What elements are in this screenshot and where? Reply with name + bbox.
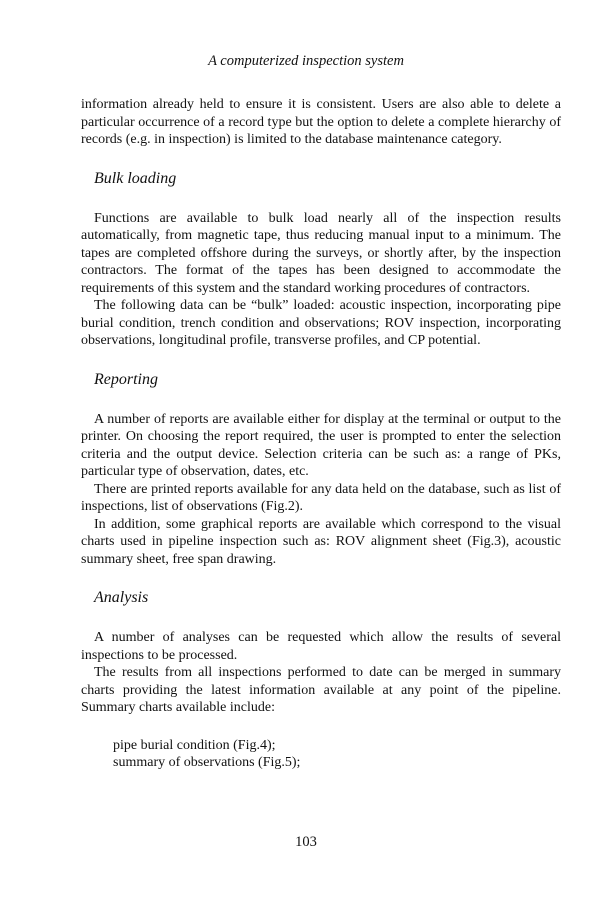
bulk-loading-paragraph: Functions are available to bulk load nearly all of the inspection results automatically, from magnetic tape, thus reducing manual input to a minimum. The tapes are completed offshore during the surveys, or shortly after, by the inspection contractors. The format of the tapes has been designed to accommodate the requirements of this system and the standard working procedures of contractors.: [81, 210, 561, 296]
analysis-paragraph: A number of analyses can be requested which allow the results of several inspections to be processed.: [81, 630, 561, 663]
section-heading-analysis: Analysis: [94, 589, 149, 606]
section-heading-reporting: Reporting: [94, 370, 158, 388]
body-text: [81, 96, 561, 772]
list-item: summary of observations (Fig.5);: [113, 755, 301, 770]
analysis-paragraph: The results from all inspections performed to date can be merged in summary charts providing the latest information available at any point of the pipeline. Summary charts available include:: [81, 665, 561, 715]
reporting-paragraph: In addition, some graphical reports are available which correspond to the visual charts used in pipeline inspection such as: ROV alignment sheet (Fig.3), acoustic summary sheet, free span drawing.: [81, 516, 561, 567]
section-heading-bulk-loading: Bulk loading: [94, 169, 177, 187]
summary-charts-list: [81, 737, 561, 772]
intro-paragraph: information already held to ensure it is consistent. Users are also able to delete a particular occurrence of a record type but the option to delete a complete hierarchy of records (e.g. in inspection) is limited to the database maintenance category.: [81, 97, 561, 147]
bulk-loading-paragraph: The following data can be “bulk” loaded: acoustic inspection, incorporating pipe burial condition, trench condition and observations; ROV inspection, incorporating observations, longitudinal profile, transverse profiles, and CP potential.: [81, 298, 561, 348]
running-head: A computerized inspection system: [208, 53, 404, 69]
reporting-paragraph: A number of reports are available either for display at the terminal or output to the printer. On choosing the report required, the user is prompted to enter the selection criteria and the output device. Selection criteria can be such as: a range of PKs, particular type of observation, dates, etc.: [81, 411, 561, 479]
list-item: pipe burial condition (Fig.4);: [113, 737, 276, 753]
reporting-paragraph: There are printed reports available for any data held on the database, such as list of inspections, list of observations (Fig.2).: [81, 481, 561, 514]
page-number: 103: [295, 834, 317, 850]
